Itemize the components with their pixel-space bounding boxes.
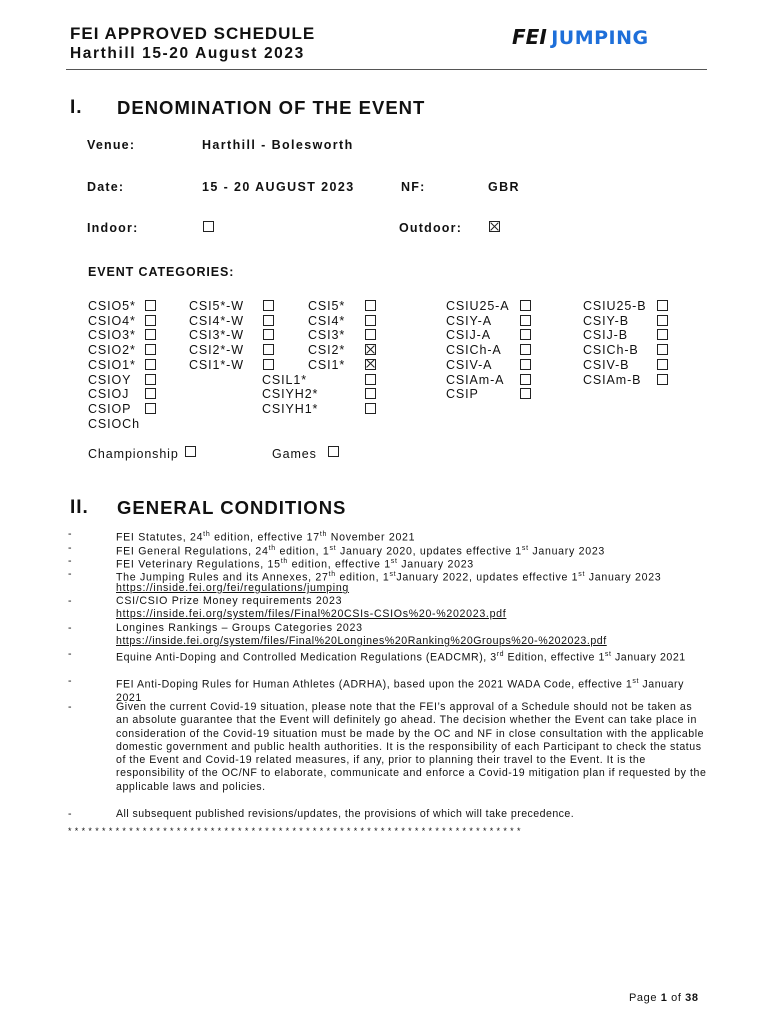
- category-checkbox[interactable]: [520, 300, 531, 311]
- bullet-dash: -: [68, 528, 72, 540]
- category-checkbox[interactable]: [657, 374, 668, 385]
- outdoor-checkbox[interactable]: [489, 221, 500, 232]
- category-label: CSIV-B: [583, 357, 630, 372]
- bullet-dash: -: [68, 568, 72, 580]
- bullet-dash: -: [68, 622, 72, 634]
- category-checkbox[interactable]: [365, 359, 376, 370]
- category-checkbox[interactable]: [145, 403, 156, 414]
- category-checkbox[interactable]: [145, 359, 156, 370]
- bullet-dash: -: [68, 701, 72, 713]
- category-checkbox[interactable]: [657, 329, 668, 340]
- bullet-dash: -: [68, 555, 72, 567]
- indoor-checkbox[interactable]: [203, 221, 214, 232]
- logo-jumping-text: JUMPING: [551, 27, 649, 49]
- condition-prize-money: CSI/CSIO Prize Money requirements 2023: [116, 595, 343, 607]
- jumping-rules-link[interactable]: https://inside.fei.org/fei/regulations/jumping: [116, 582, 350, 594]
- category-checkbox[interactable]: [657, 359, 668, 370]
- category-label: CSIO5*: [88, 299, 136, 313]
- category-label: CSIJ-A: [446, 328, 491, 343]
- indoor-label: Indoor:: [87, 221, 139, 235]
- category-label: CSIO3*: [88, 328, 136, 343]
- category-label: CSI1*: [308, 357, 346, 372]
- category-label: CSI2*: [308, 343, 346, 358]
- category-label: CSIV-A: [446, 357, 493, 372]
- condition-jumping-rules: The Jumping Rules and its Annexes, 27th edition, 1stJanuary 2022, updates effective 1st January 2023: [116, 571, 662, 584]
- category-checkbox[interactable]: [657, 315, 668, 326]
- date-label: Date:: [87, 180, 125, 194]
- category-checkbox[interactable]: [520, 344, 531, 355]
- category-label: CSI5*: [308, 299, 346, 313]
- condition-fei-statutes: FEI Statutes, 24th edition, effective 17th November 2021: [116, 531, 416, 544]
- venue-label: Venue:: [87, 138, 136, 152]
- document-title: FEI APPROVED SCHEDULE: [70, 24, 316, 43]
- bullet-dash: -: [68, 648, 72, 660]
- category-label: CSI3*: [308, 328, 346, 343]
- category-checkbox[interactable]: [365, 403, 376, 414]
- championship-checkbox[interactable]: [185, 446, 196, 457]
- category-label: CSICh-B: [583, 343, 639, 358]
- category-label: CSIOY: [88, 372, 132, 387]
- category-label: CSIY-A: [446, 313, 492, 328]
- category-label: CSIO1*: [88, 357, 136, 372]
- asterisk-separator: *******************************************************************: [68, 826, 524, 836]
- category-label: CSIP: [446, 387, 479, 402]
- bullet-dash: -: [68, 595, 72, 607]
- category-checkbox[interactable]: [263, 344, 274, 355]
- section-2-title: GENERAL CONDITIONS: [117, 497, 347, 518]
- condition-revisions: All subsequent published revisions/updates, the provisions of which will take precedence.: [116, 808, 575, 820]
- nf-label: NF:: [401, 180, 426, 194]
- date-value: 15 - 20 AUGUST 2023: [202, 180, 355, 194]
- category-checkbox[interactable]: [520, 329, 531, 340]
- championship-label: Championship: [88, 447, 179, 461]
- category-checkbox[interactable]: [520, 374, 531, 385]
- longines-rankings-link[interactable]: https://inside.fei.org/system/files/Final%20Longines%20Ranking%20Groups%20-%202023.pdf: [116, 635, 607, 647]
- outdoor-label: Outdoor:: [399, 221, 463, 235]
- fei-jumping-logo: [512, 25, 649, 49]
- page-number: Page 1 of 38: [629, 992, 699, 1004]
- condition-eadcmr: Equine Anti-Doping and Controlled Medication Regulations (EADCMR), 3rd Edition, effective 1st January 2021: [116, 651, 686, 664]
- category-label: CSIYH1*: [262, 401, 319, 416]
- category-label: CSI4*: [308, 313, 346, 328]
- category-checkbox[interactable]: [263, 359, 274, 370]
- category-label: CSIU25-A: [446, 299, 510, 313]
- category-label: CSIYH2*: [262, 387, 319, 402]
- bullet-dash: -: [68, 808, 72, 820]
- category-label: CSI2*-W: [189, 343, 244, 358]
- category-checkbox[interactable]: [520, 388, 531, 399]
- category-label: CSIO2*: [88, 343, 136, 358]
- category-label: CSIOP: [88, 401, 132, 416]
- category-label: CSI3*-W: [189, 328, 244, 343]
- category-label: CSIL1*: [262, 372, 308, 387]
- category-checkbox[interactable]: [145, 344, 156, 355]
- header-divider: [66, 69, 707, 70]
- category-label: CSIAm-B: [583, 372, 642, 387]
- category-checkbox[interactable]: [520, 315, 531, 326]
- event-categories-heading: EVENT CATEGORIES:: [88, 265, 235, 279]
- category-checkbox[interactable]: [365, 388, 376, 399]
- category-checkbox[interactable]: [365, 374, 376, 385]
- category-label: CSIOCh: [88, 416, 140, 431]
- category-checkbox[interactable]: [365, 344, 376, 355]
- category-label: CSIOJ: [88, 387, 130, 402]
- category-checkbox[interactable]: [145, 315, 156, 326]
- category-checkbox[interactable]: [145, 388, 156, 399]
- category-label: CSIAm-A: [446, 372, 505, 387]
- category-checkbox[interactable]: [263, 315, 274, 326]
- category-label: CSI4*-W: [189, 313, 244, 328]
- category-label: CSIO4*: [88, 313, 136, 328]
- bullet-dash: -: [68, 542, 72, 554]
- category-label: CSIJ-B: [583, 328, 628, 343]
- category-checkbox[interactable]: [365, 315, 376, 326]
- category-checkbox[interactable]: [657, 300, 668, 311]
- section-1-title: DENOMINATION OF THE EVENT: [117, 97, 426, 118]
- category-checkbox[interactable]: [145, 329, 156, 340]
- category-checkbox[interactable]: [657, 344, 668, 355]
- prize-money-link[interactable]: https://inside.fei.org/system/files/Final%20CSIs-CSIOs%20-%202023.pdf: [116, 608, 507, 620]
- venue-value: Harthill - Bolesworth: [202, 138, 354, 152]
- category-checkbox[interactable]: [145, 300, 156, 311]
- category-checkbox[interactable]: [365, 329, 376, 340]
- condition-veterinary-regulations: FEI Veterinary Regulations, 15th edition, effective 1st January 2023: [116, 558, 474, 571]
- category-label: CSIU25-B: [583, 299, 647, 313]
- logo-fei-text: FEI: [512, 25, 547, 49]
- category-checkbox[interactable]: [263, 329, 274, 340]
- games-checkbox[interactable]: [328, 446, 339, 457]
- games-label: Games: [272, 447, 317, 461]
- category-label: CSI1*-W: [189, 357, 244, 372]
- bullet-dash: -: [68, 675, 72, 687]
- category-label: CSICh-A: [446, 343, 502, 358]
- condition-adrha: FEI Anti-Doping Rules for Human Athletes (ADRHA), based upon the 2021 WADA Code, effective 1st January 2021: [116, 678, 684, 704]
- category-checkbox[interactable]: [520, 359, 531, 370]
- category-label: CSIY-B: [583, 313, 629, 328]
- nf-value: GBR: [488, 180, 520, 194]
- condition-general-regulations: FEI General Regulations, 24th edition, 1st January 2020, updates effective 1st January 2023: [116, 545, 606, 558]
- condition-longines-rankings: Longines Rankings – Groups Categories 2023: [116, 622, 363, 634]
- category-checkbox[interactable]: [145, 374, 156, 385]
- section-1-number: I.: [70, 97, 83, 118]
- document-subtitle: Harthill 15-20 August 2023: [70, 45, 305, 62]
- category-checkbox[interactable]: [263, 300, 274, 311]
- category-label: CSI5*-W: [189, 299, 244, 313]
- category-checkbox[interactable]: [365, 300, 376, 311]
- condition-covid-19: Given the current Covid-19 situation, please note that the FEI’s approval of a Schedule should not be taken as an absolute guarantee that the Event will definitely go ahead. The decision whether the Event can take place in consideration of the Covid-19 situation must be made by the OC and NF in close consultation with the applicable domestic government and public health authorities. It is the responsibility of each Participant to check the status of the Event and Covid-19 related measures, if any, prior to planning their travel to the Event. It is the responsibility of the OC/NF to elaborate, communicate and enforce a Covid-19 mitigation plan if requested by the applicable laws and policies.: [116, 701, 707, 793]
- section-2-number: II.: [70, 497, 89, 518]
